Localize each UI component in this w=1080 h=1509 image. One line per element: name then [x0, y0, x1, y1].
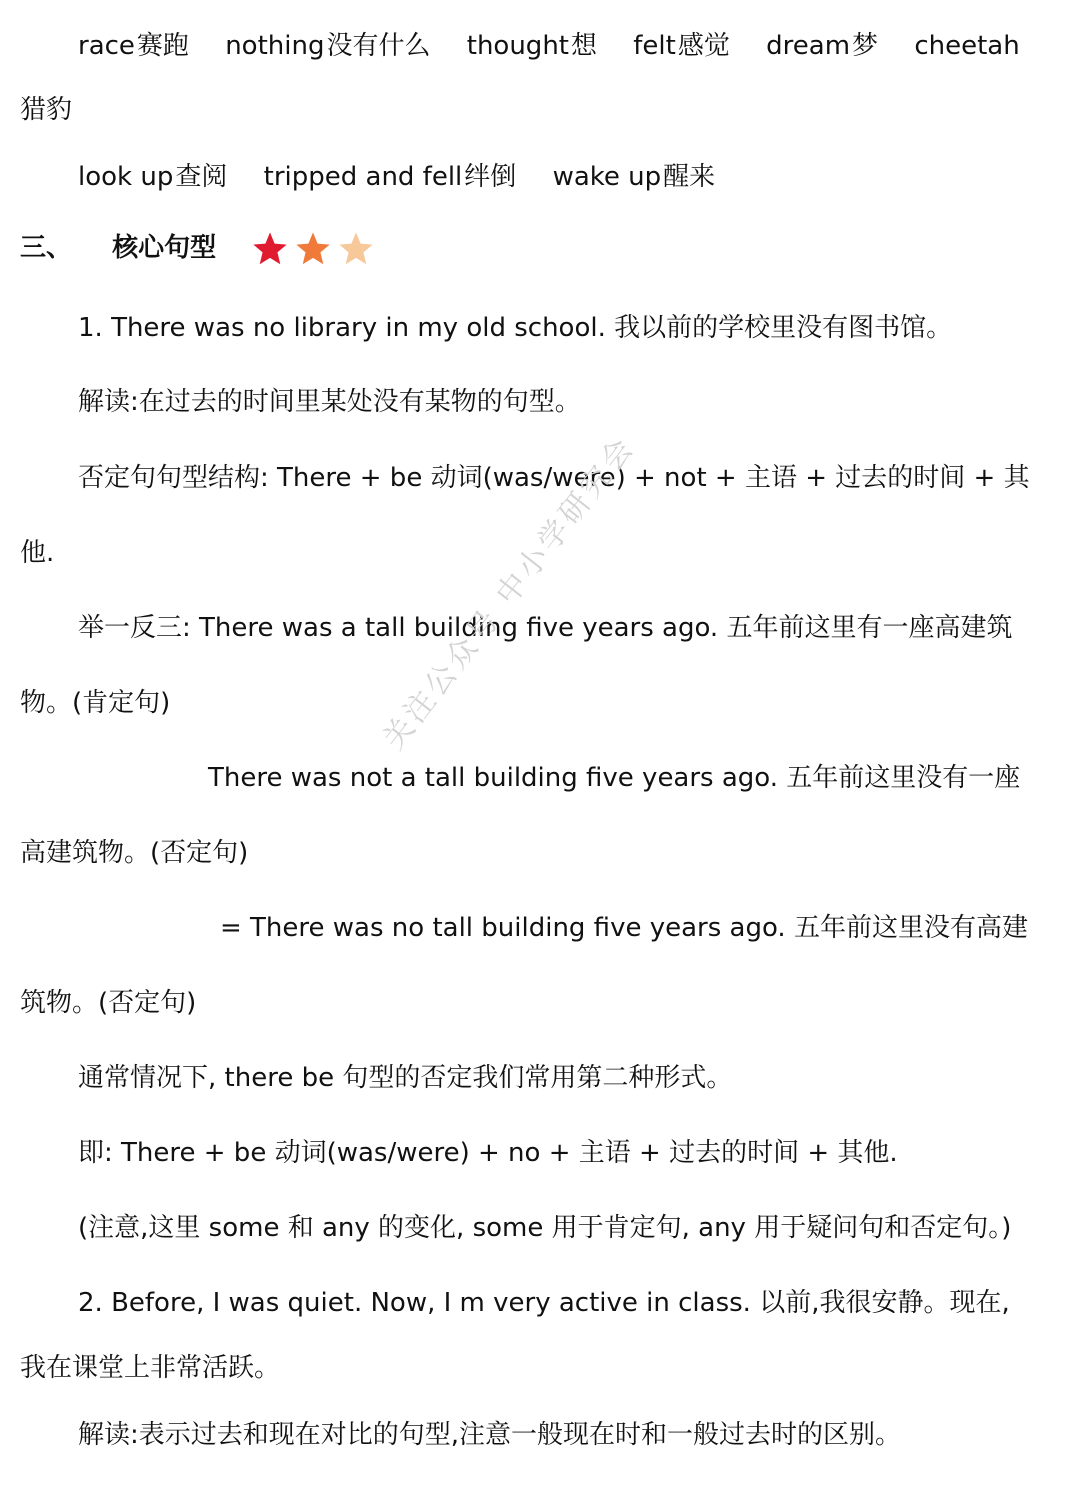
section-number: 三、 [20, 233, 73, 263]
example-negative-1: There was not a tall building five years ago. 五年前这里没有一座 [208, 763, 1021, 793]
vocab-item: wake up醒来 [552, 162, 716, 192]
explanation-1: 解读:在过去的时间里某处没有某物的句型。 [78, 387, 581, 417]
negative-structure: 否定句句型结构: There + be 动词(was/were) + not + 主语 + 过去的时间 + 其 [78, 463, 1030, 493]
vocab-item: thought想 [466, 31, 598, 61]
form-structure: 即: There + be 动词(was/were) + no + 主语 + 过去的时间 + 其他. [78, 1138, 898, 1168]
core-sentence-2-wrap: 我在课堂上非常活跃。 [20, 1353, 281, 1383]
explanation-2: 解读:表示过去和现在对比的句型,注意一般现在时和一般过去时的区别。 [78, 1420, 902, 1450]
core-sentence-1: 1. There was no library in my old school. 我以前的学校里没有图书馆。 [78, 313, 953, 343]
example-negative-1-wrap: 高建筑物。(否定句) [20, 838, 249, 868]
star-icon [337, 230, 375, 268]
core-sentence-2: 2. Before, I was quiet. Now, I m very active in class. 以前,我很安静。现在, [78, 1288, 1010, 1318]
example-negative-2: = There was no tall building five years ago. 五年前这里没有高建 [220, 913, 1028, 943]
section-title: 核心句型 [112, 233, 217, 263]
vocab-item: tripped and fell绊倒 [263, 162, 517, 192]
vocab-item: felt感觉 [633, 31, 730, 61]
example-affirmative: 举一反三: There was a tall building five years ago. 五年前这里有一座高建筑 [78, 613, 1013, 643]
vocab-item: dream梦 [766, 31, 879, 61]
rating-stars [251, 229, 371, 269]
section-heading [20, 228, 1074, 269]
negative-structure-wrap: 他. [20, 538, 55, 568]
star-icon [294, 230, 332, 268]
example-affirmative-wrap: 物。(肯定句) [20, 688, 171, 718]
vocab-item: look up查阅 [78, 162, 228, 192]
example-negative-2-wrap: 筑物。(否定句) [20, 988, 197, 1018]
vocab-row-2 [78, 157, 1074, 197]
usual-form-note: 通常情况下, there be 句型的否定我们常用第二种形式。 [78, 1063, 733, 1093]
vocab-row-1-wrap: 猎豹 [20, 95, 73, 125]
vocab-item: cheetah [914, 31, 1020, 61]
some-any-note: (注意,这里 some 和 any 的变化, some 用于肯定句, any 用于疑问句和否定句。) [78, 1213, 1012, 1243]
star-icon [251, 230, 289, 268]
vocab-item: race赛跑 [78, 31, 189, 61]
watermark: 关注公众号 中小学研究会 [376, 429, 643, 757]
vocab-item: nothing没有什么 [225, 31, 431, 61]
vocab-row-1 [78, 26, 1074, 66]
